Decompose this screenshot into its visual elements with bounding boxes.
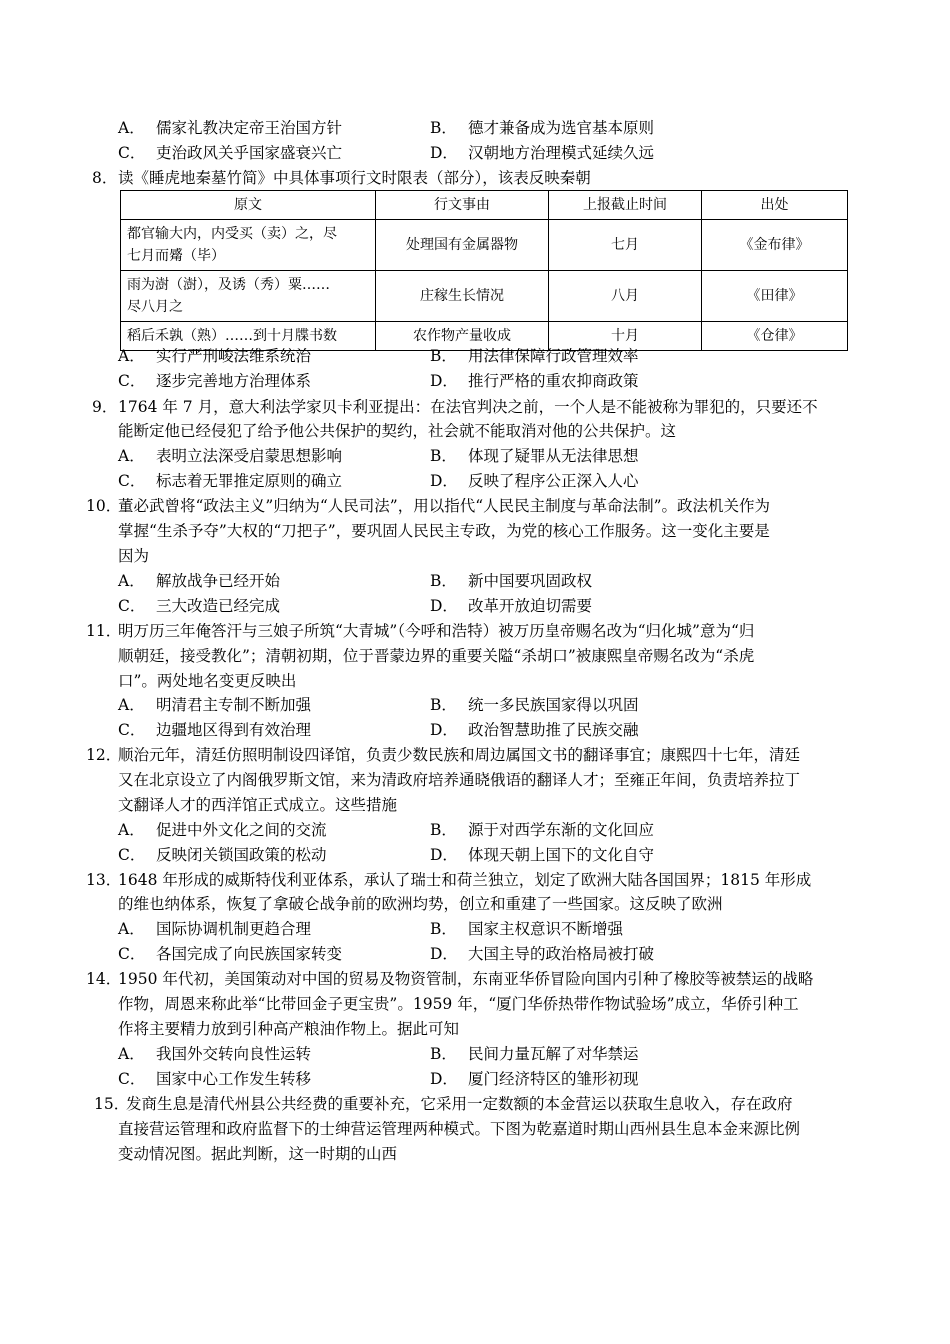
q8-option-a[interactable]: A． 实行严刑峻法维系统治: [118, 347, 312, 365]
table-cell-deadline: 八月: [549, 271, 702, 322]
q15-stem-line: 变动情况图。据此判断，这一时期的山西: [118, 1145, 398, 1163]
table-cell-deadline: 七月: [549, 220, 702, 271]
table-header: 行文事由: [376, 191, 549, 220]
table-header-row: [121, 191, 848, 220]
q11-option-d[interactable]: D． 政治智慧助推了民族交融: [430, 721, 639, 739]
q15-stem-line: 直接营运管理和政府监督下的士绅营运管理两种模式。下图为乾嘉道时期山西州县生息本金来源比例: [118, 1120, 801, 1138]
q13-stem-line: 1648 年形成的威斯特伐利亚体系，承认了瑞士和荷兰独立，划定了欧洲大陆各国国界；1815 年形成: [118, 871, 812, 889]
q14-number: 14．: [86, 970, 122, 988]
table-cell-reason: 庄稼生长情况: [376, 271, 549, 322]
q8-number: 8．: [92, 169, 118, 187]
table-cell-source: 《金布律》: [702, 220, 848, 271]
q8-table: [120, 190, 848, 351]
q9-option-b[interactable]: B． 体现了疑罪从无法律思想: [430, 447, 639, 465]
q14-option-c[interactable]: C． 国家中心工作发生转移: [118, 1070, 312, 1088]
table-row: [121, 271, 848, 322]
q13-option-a[interactable]: A． 国际协调机制更趋合理: [118, 920, 312, 938]
q15-number: 15．: [94, 1095, 130, 1113]
q10-option-b[interactable]: B． 新中国要巩固政权: [430, 572, 593, 590]
q11-stem-line: 口”。两处地名变更反映出: [118, 672, 297, 690]
table-cell-deadline: 十月: [549, 322, 702, 351]
q9-stem-line: 能断定他已经侵犯了给予他公共保护的契约，社会就不能取消对他的公共保护。这: [118, 422, 677, 440]
q9-option-a[interactable]: A． 表明立法深受启蒙思想影响: [118, 447, 343, 465]
q10-option-c[interactable]: C． 三大改造已经完成: [118, 597, 281, 615]
q14-option-a[interactable]: A． 我国外交转向良性运转: [118, 1045, 312, 1063]
q14-option-b[interactable]: B． 民间力量瓦解了对华禁运: [430, 1045, 639, 1063]
table-cell-original: 雨为澍（澍），及诱（秀）粟…… 尽八月之: [121, 271, 376, 322]
q14-stem-line: 作物，周恩来称此举“比带回金子更宝贵”。1959 年，“厦门华侨热带作物试验场”成立，华侨引种工: [118, 995, 799, 1013]
q10-number: 10．: [86, 497, 122, 515]
q9-option-d[interactable]: D． 反映了程序公正深入人心: [430, 472, 639, 490]
q11-stem-line: 顺朝廷，接受教化”；清朝初期，位于晋蒙边界的重要关隘“杀胡口”被康熙皇帝赐名改为“杀虎: [118, 647, 755, 665]
table-cell-original: 稻后禾孰（熟）……到十月牒书数: [121, 322, 376, 351]
q11-option-b[interactable]: B． 统一多民族国家得以巩固: [430, 696, 639, 714]
q9-number: 9．: [92, 398, 118, 416]
q8-option-b[interactable]: B． 用法律保障行政管理效率: [430, 347, 639, 365]
q7-option-d[interactable]: D． 汉朝地方治理模式延续久远: [430, 144, 655, 162]
q12-stem-line: 顺治元年，清廷仿照明制设四译馆，负责少数民族和周边属国文书的翻译事宜；康熙四十七年，清廷: [118, 746, 801, 764]
q14-stem-line: 作将主要精力放到引种高产粮油作物上。据此可知: [118, 1020, 460, 1038]
q11-stem-line: 明万历三年俺答汗与三娘子所筑“大青城”（今呼和浩特）被万历皇帝赐名改为“归化城”意为“归: [118, 622, 755, 640]
q12-option-d[interactable]: D． 体现天朝上国下的文化自守: [430, 846, 655, 864]
table-cell-reason: 农作物产量收成: [376, 322, 549, 351]
q14-stem-line: 1950 年代初，美国策动对中国的贸易及物资管制，东南亚华侨冒险向国内引种了橡胶等被禁运的战略: [118, 970, 814, 988]
q10-option-a[interactable]: A． 解放战争已经开始: [118, 572, 281, 590]
table-header: 出处: [702, 191, 848, 220]
q12-option-c[interactable]: C． 反映闭关锁国政策的松动: [118, 846, 327, 864]
q9-stem-line: 1764 年 7 月，意大利法学家贝卡利亚提出：在法官判决之前，一个人是不能被称为罪犯的，只要还不: [118, 398, 818, 416]
q10-stem-line: 因为: [118, 547, 150, 565]
table-cell-source: 《仓律》: [702, 322, 848, 351]
q12-number: 12．: [86, 746, 122, 764]
q10-stem-line: 掌握“生杀予夺”大权的“刀把子”，要巩固人民民主专政，为党的核心工作服务。这一变化主要是: [118, 522, 770, 540]
q13-number: 13．: [86, 871, 122, 889]
table-cell-original: 都官输大内，内受买（卖）之，尽 七月而觱（毕）: [121, 220, 376, 271]
q11-option-a[interactable]: A． 明清君主专制不断加强: [118, 696, 312, 714]
q11-option-c[interactable]: C． 边疆地区得到有效治理: [118, 721, 312, 739]
table-cell-reason: 处理国有金属器物: [376, 220, 549, 271]
q12-stem-line: 文翻译人才的西洋馆正式成立。这些措施: [118, 796, 398, 814]
table-header: 上报截止时间: [549, 191, 702, 220]
q13-option-b[interactable]: B． 国家主权意识不断增强: [430, 920, 624, 938]
q7-option-a[interactable]: A． 儒家礼教决定帝王治国方针: [118, 119, 343, 137]
q12-stem-line: 又在北京设立了内阁俄罗斯文馆，来为清政府培养通晓俄语的翻译人才；至雍正年间，负责培养拉丁: [118, 771, 801, 789]
q13-option-c[interactable]: C． 各国完成了向民族国家转变: [118, 945, 343, 963]
table-cell-source: 《田律》: [702, 271, 848, 322]
q8-option-d[interactable]: D． 推行严格的重农抑商政策: [430, 372, 639, 390]
q13-stem-line: 的维也纳体系，恢复了拿破仑战争前的欧洲均势，创立和重建了一些国家。这反映了欧洲: [118, 895, 723, 913]
q9-option-c[interactable]: C． 标志着无罪推定原则的确立: [118, 472, 343, 490]
table-row: [121, 220, 848, 271]
q12-option-b[interactable]: B． 源于对西学东渐的文化回应: [430, 821, 655, 839]
q15-stem-line: 发商生息是清代州县公共经费的重要补充，它采用一定数额的本金营运以获取生息收入，存在政府: [126, 1095, 793, 1113]
q7-option-b[interactable]: B． 德才兼备成为选官基本原则: [430, 119, 655, 137]
q8-option-c[interactable]: C． 逐步完善地方治理体系: [118, 372, 312, 390]
q14-option-d[interactable]: D． 厦门经济特区的雏形初现: [430, 1070, 639, 1088]
q10-option-d[interactable]: D． 改革开放迫切需要: [430, 597, 593, 615]
q12-option-a[interactable]: A． 促进中外文化之间的交流: [118, 821, 327, 839]
q10-stem-line: 董必武曾将“政法主义”归纳为“人民司法”，用以指代“人民民主制度与革命法制”。政法机关作为: [118, 497, 771, 515]
q8-stem: 读《睡虎地秦墓竹简》中具体事项行文时限表（部分），该表反映秦朝: [118, 169, 591, 187]
table-header: 原文: [121, 191, 376, 220]
q13-option-d[interactable]: D． 大国主导的政治格局被打破: [430, 945, 655, 963]
q11-number: 11．: [86, 622, 122, 640]
q7-option-c[interactable]: C． 吏治政风关乎国家盛衰兴亡: [118, 144, 343, 162]
